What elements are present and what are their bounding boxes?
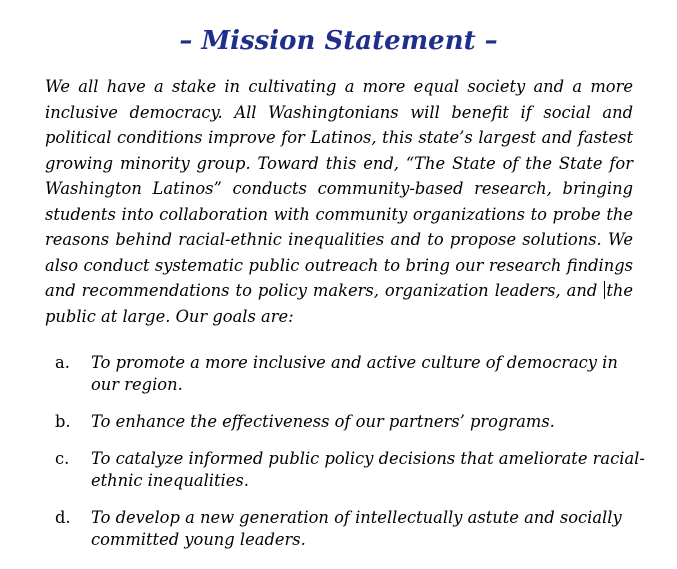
goal-marker-d: d.: [55, 508, 71, 527]
goal-text-b: To enhance the effectiveness of our partners’ programs.: [91, 412, 555, 431]
paragraph-text-end: the public at large. Our goals are:: [45, 281, 633, 326]
goal-text-c: To catalyze informed public policy decisions that ameliorate racial-ethnic inequalities.: [91, 449, 645, 490]
goal-item-a: [55, 352, 645, 396]
goal-text-d: To develop a new generation of intellectually astute and socially committed young leaders.: [91, 508, 622, 549]
goal-item-c: [55, 448, 645, 492]
goal-text-a: To promote a more inclusive and active culture of democracy in our region.: [91, 353, 618, 394]
mission-statement-paragraph[interactable]: [45, 74, 633, 329]
mission-statement-title: – Mission Statement –: [179, 26, 498, 56]
goal-marker-a: a.: [55, 353, 70, 372]
goal-item-b: [55, 411, 645, 433]
goals-list: [55, 352, 645, 566]
goal-marker-c: c.: [55, 449, 70, 468]
goal-marker-b: b.: [55, 412, 71, 431]
goal-item-d: [55, 507, 645, 551]
paragraph-text-start: We all have a stake in cultivating a more equal society and a more inclusive democracy. All Washingtonians will benefit if social and political conditions improve for Latinos, this state’s largest and fastest growing minority group. Toward this end, “The State of the State for Washington Latinos” conducts community-based research, bringing students into collaboration with community organizations to probe the reasons behind racial-ethnic inequalities and to propose solutions. We also conduct systematic public outreach to bring our research findings and recommendations to policy makers, organization leaders, and: [45, 77, 633, 300]
